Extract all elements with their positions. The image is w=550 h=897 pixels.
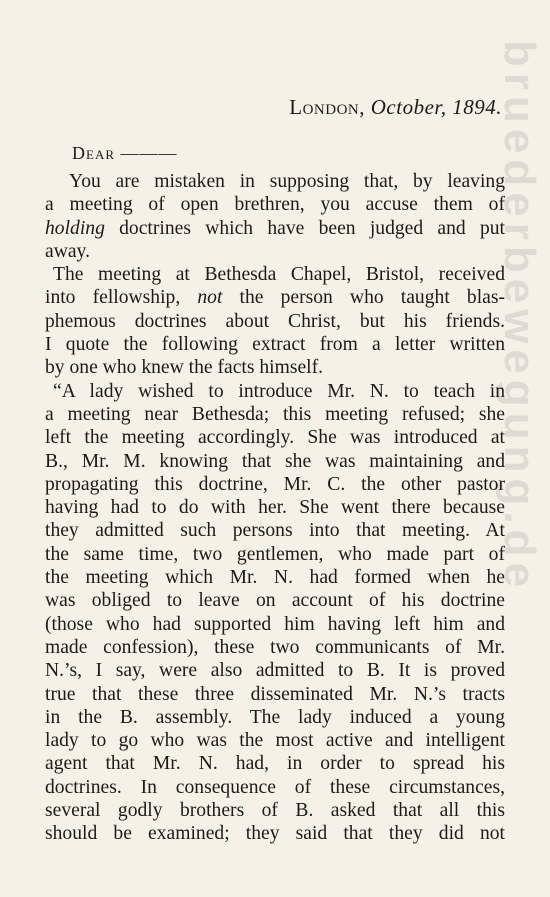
text-line: You are mistaken in supposing that, by leaving xyxy=(69,171,505,192)
letter-body xyxy=(45,170,505,846)
text-line: doctrines. In consequence of these circumstances, xyxy=(45,776,505,798)
text-line: the same time, two gentlemen, who made part of xyxy=(45,543,505,565)
text-line: The meeting at Bethesda Chapel, Bristol, received xyxy=(53,264,505,286)
text-line: N.’s, I say, were also admitted to B. It is proved xyxy=(45,660,505,682)
text-line: lady to go who was the most active and intelligent xyxy=(45,730,505,752)
text-line: I quote the following extract from a letter written xyxy=(45,334,505,356)
dateline-year: 1894. xyxy=(452,95,502,119)
text-line: the meeting which Mr. N. had formed when he xyxy=(45,567,505,589)
salutation: Dear ——— xyxy=(72,143,178,163)
text-line: propagating this doctrine, Mr. C. the other pastor xyxy=(45,473,505,495)
text-line: B., Mr. M. knowing that she was maintaining and xyxy=(45,450,505,472)
text-run: into fellowship, xyxy=(45,287,198,309)
text-line: having had to do with her. She went there because xyxy=(45,497,505,519)
dateline-city: London, xyxy=(289,95,365,119)
text-line: (those who had supported him having left him and xyxy=(45,613,505,635)
dateline xyxy=(289,95,502,120)
text-line xyxy=(45,217,505,240)
text-line: a meeting near Bethesda; this meeting refused; she xyxy=(45,403,505,425)
text-line: by one who knew the facts himself. xyxy=(45,357,324,379)
text-line: left the meeting accordingly. She was introduced at xyxy=(45,427,505,449)
watermark: bruederbewegung.de xyxy=(495,40,544,593)
text-line: several godly brothers of B. asked that all this xyxy=(45,800,505,822)
text-line xyxy=(45,286,505,309)
text-line: “A lady wished to introduce Mr. N. to teach in xyxy=(53,380,505,402)
text-line: a meeting of open brethren, you accuse them of xyxy=(45,194,505,216)
emphasis: holding xyxy=(45,217,105,239)
text-line: away. xyxy=(45,240,90,262)
emphasis: not xyxy=(197,287,223,309)
text-line: they admitted such persons into that meeting. At xyxy=(45,520,505,542)
dateline-month: October, xyxy=(370,95,447,119)
text-line: true that these three disseminated Mr. N.’s tracts xyxy=(45,683,505,705)
text-line: in the B. assembly. The lady induced a young xyxy=(45,706,505,728)
text-line: was obliged to leave on account of his doctrine xyxy=(45,590,505,612)
text-line: phemous doctrines about Christ, but his friends. xyxy=(45,310,505,332)
text-line: should be examined; they said that they did not xyxy=(45,823,505,845)
text-line: agent that Mr. N. had, in order to spread his xyxy=(45,753,505,775)
text-line: made confession), these two communicants of Mr. xyxy=(45,636,505,658)
text-run: doctrines which have been judged and put xyxy=(104,217,505,239)
text-run: the person who taught blas- xyxy=(222,287,505,309)
